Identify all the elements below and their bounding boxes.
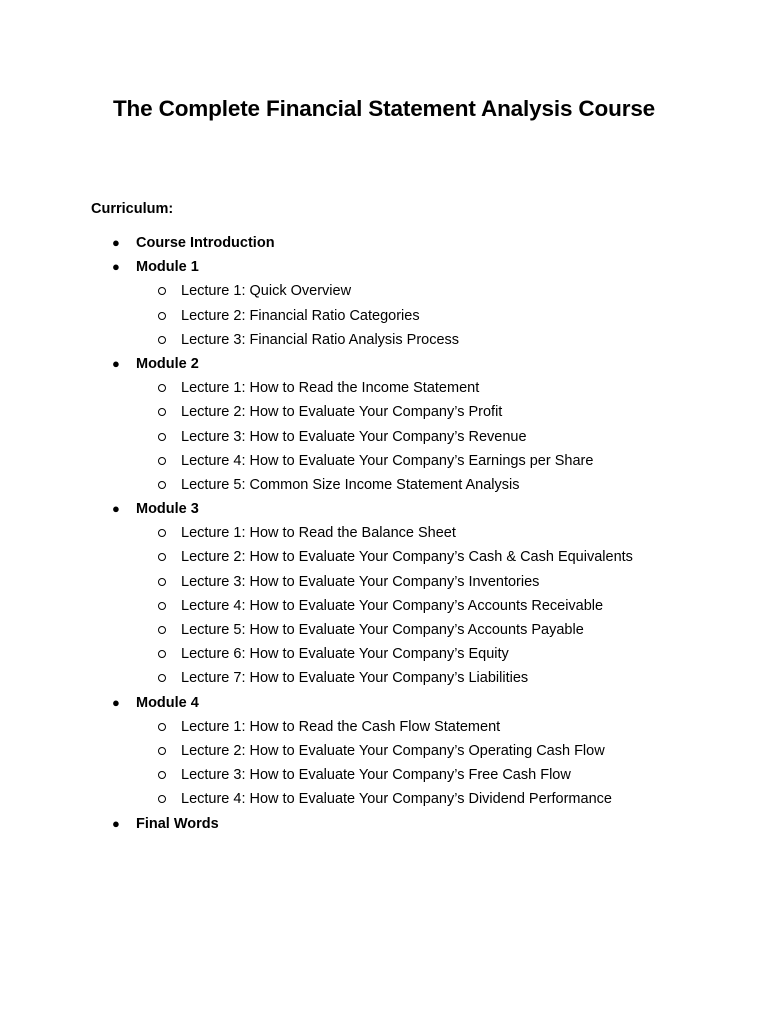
lecture-label: Lecture 3: How to Evaluate Your Company’s Inventories [181, 573, 540, 590]
module-item [0, 497, 768, 521]
lecture-label: Lecture 1: Quick Overview [181, 283, 352, 300]
lecture-item [0, 570, 768, 594]
curriculum-heading: Curriculum: [91, 201, 174, 217]
hollow-circle-bullet-icon [158, 433, 166, 441]
hollow-circle-bullet-icon [158, 287, 166, 295]
bullet-icon: ● [112, 259, 120, 275]
hollow-circle-bullet-icon [158, 384, 166, 392]
bullet-icon: ● [112, 815, 120, 831]
hollow-circle-bullet-icon [158, 602, 166, 610]
hollow-circle-bullet-icon [158, 723, 166, 731]
module-label: Module 1 [136, 259, 199, 276]
lecture-label: Lecture 2: How to Evaluate Your Company’s Profit [181, 404, 503, 421]
lecture-item [0, 715, 768, 739]
hollow-circle-bullet-icon [158, 529, 166, 537]
lecture-label: Lecture 2: How to Evaluate Your Company’s Operating Cash Flow [181, 742, 605, 759]
module-item [0, 691, 768, 715]
lecture-label: Lecture 2: Financial Ratio Categories [181, 307, 420, 324]
lecture-item [0, 304, 768, 328]
hollow-circle-bullet-icon [158, 336, 166, 344]
module-label: Module 4 [136, 694, 199, 711]
lecture-item [0, 787, 768, 811]
hollow-circle-bullet-icon [158, 747, 166, 755]
lecture-item [0, 328, 768, 352]
hollow-circle-bullet-icon [158, 771, 166, 779]
curriculum-list [0, 231, 768, 836]
hollow-circle-bullet-icon [158, 795, 166, 803]
lecture-label: Lecture 7: How to Evaluate Your Company’s Liabilities [181, 670, 529, 687]
hollow-circle-bullet-icon [158, 578, 166, 586]
lecture-item [0, 739, 768, 763]
lecture-item [0, 618, 768, 642]
module-item [0, 255, 768, 279]
bullet-icon: ● [112, 694, 120, 710]
lecture-item [0, 642, 768, 666]
lecture-item [0, 449, 768, 473]
bullet-icon: ● [112, 355, 120, 371]
lecture-item [0, 666, 768, 690]
hollow-circle-bullet-icon [158, 553, 166, 561]
module-label: Final Words [136, 815, 219, 832]
lecture-label: Lecture 4: How to Evaluate Your Company’s Accounts Receivable [181, 597, 604, 614]
bullet-icon: ● [112, 235, 120, 250]
lecture-label: Lecture 1: How to Read the Income Statement [181, 380, 480, 397]
module-item [0, 352, 768, 376]
lecture-item [0, 521, 768, 545]
document-title: The Complete Financial Statement Analysis Course [112, 96, 656, 121]
lecture-item [0, 376, 768, 400]
lecture-label: Lecture 1: How to Read the Balance Sheet [181, 525, 456, 542]
lecture-label: Lecture 2: How to Evaluate Your Company’s Cash & Cash Equivalents [181, 549, 633, 566]
lecture-item [0, 473, 768, 497]
hollow-circle-bullet-icon [158, 481, 166, 489]
lecture-item [0, 425, 768, 449]
lecture-label: Lecture 6: How to Evaluate Your Company’s Equity [181, 646, 509, 663]
bullet-icon: ● [112, 501, 120, 517]
lecture-item [0, 400, 768, 424]
lecture-label: Lecture 4: How to Evaluate Your Company’s Dividend Performance [181, 791, 612, 808]
hollow-circle-bullet-icon [158, 312, 166, 320]
module-item [0, 812, 768, 836]
lecture-label: Lecture 5: How to Evaluate Your Company’s Accounts Payable [181, 622, 584, 638]
lecture-label: Lecture 4: How to Evaluate Your Company’s Earnings per Share [181, 452, 594, 469]
lecture-item [0, 763, 768, 787]
lecture-label: Lecture 3: Financial Ratio Analysis Process [181, 331, 460, 348]
hollow-circle-bullet-icon [158, 674, 166, 682]
hollow-circle-bullet-icon [158, 457, 166, 465]
hollow-circle-bullet-icon [158, 626, 166, 634]
lecture-label: Lecture 1: How to Read the Cash Flow Statement [181, 718, 501, 735]
module-label: Course Introduction [136, 235, 275, 251]
lecture-item [0, 279, 768, 303]
lecture-item [0, 594, 768, 618]
lecture-label: Lecture 5: Common Size Income Statement Analysis [181, 476, 520, 493]
hollow-circle-bullet-icon [158, 650, 166, 658]
lecture-item [0, 545, 768, 569]
hollow-circle-bullet-icon [158, 408, 166, 416]
module-label: Module 3 [136, 501, 199, 518]
module-item [0, 231, 768, 255]
lecture-label: Lecture 3: How to Evaluate Your Company’s Free Cash Flow [181, 767, 571, 784]
module-label: Module 2 [136, 355, 199, 372]
lecture-label: Lecture 3: How to Evaluate Your Company’s Revenue [181, 428, 527, 445]
